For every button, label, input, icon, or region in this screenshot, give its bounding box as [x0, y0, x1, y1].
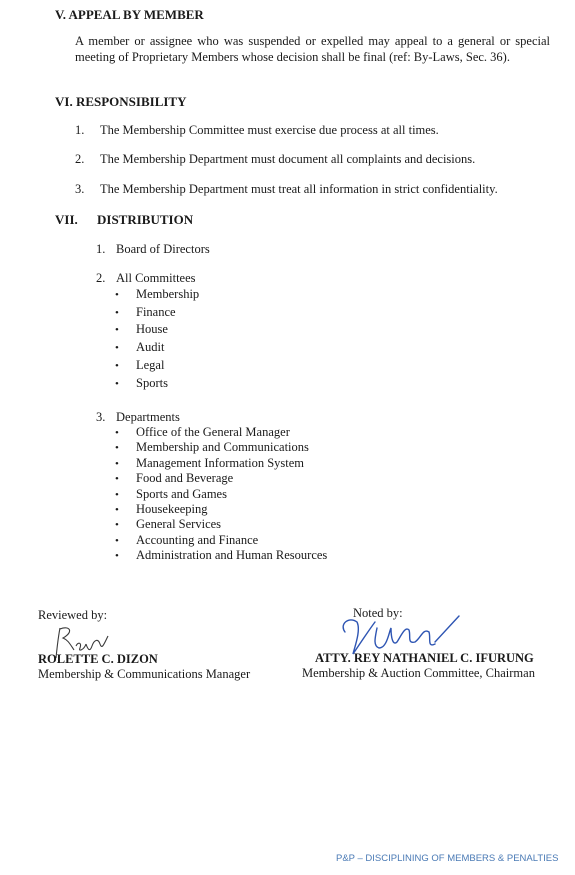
page-footer: P&P – DISCIPLINING OF MEMBERS & PENALTIES: [336, 853, 559, 864]
committee-name: Finance: [136, 305, 176, 319]
section-vi-heading: VI. RESPONSIBILITY: [55, 94, 187, 109]
department-name: Management Information System: [136, 456, 305, 470]
department-name: Administration and Human Resources: [136, 548, 328, 562]
committee-name: Sports: [136, 376, 168, 390]
list-item: [115, 358, 164, 373]
department-name: General Services: [136, 517, 222, 531]
list-item: [115, 440, 309, 455]
distribution-item-num: 2.: [96, 271, 106, 285]
noter-title: Membership & Auction Committee, Chairman: [302, 666, 535, 680]
distribution-item-text: All Committees: [116, 271, 196, 285]
list-item: [115, 425, 290, 440]
reviewer-name: ROLETTE C. DIZON: [38, 652, 158, 666]
list-item: [115, 533, 258, 548]
bullet-icon: •: [115, 473, 119, 485]
bullet-icon: •: [115, 519, 119, 531]
section-v-heading: V. APPEAL BY MEMBER: [55, 7, 204, 22]
distribution-item-num: 3.: [96, 410, 106, 424]
department-name: Accounting and Finance: [136, 533, 259, 547]
list-item: [115, 322, 168, 337]
responsibility-item-text: The Membership Department must document all complaints and decisions.: [100, 152, 476, 166]
noter-name: ATTY. REY NATHANIEL C. IFURUNG: [315, 651, 534, 665]
list-item: [115, 287, 199, 302]
committee-name: Legal: [136, 358, 165, 372]
responsibility-item-text: The Membership Department must treat all information in strict confidentiality.: [100, 182, 498, 196]
section-v-paragraph: A member or assignee who was suspended or expelled may appeal to a general or special meeting of Proprietary Members whose decision shall be final (ref: By-Laws, Sec. 36).: [75, 34, 550, 64]
distribution-item-text: Departments: [116, 410, 180, 424]
noted-by-label: Noted by:: [353, 606, 403, 620]
distribution-item-text: Board of Directors: [116, 242, 210, 256]
list-item: [115, 487, 227, 502]
list-item: [115, 471, 233, 486]
bullet-icon: •: [115, 427, 119, 439]
list-item: [115, 548, 327, 563]
committee-name: Membership: [136, 287, 200, 301]
department-name: Membership and Communications: [136, 440, 309, 454]
list-item: [115, 517, 221, 532]
responsibility-item-num: 1.: [75, 123, 85, 137]
committee-name: Audit: [136, 340, 165, 354]
bullet-icon: •: [115, 504, 119, 516]
reviewer-title: Membership & Communications Manager: [38, 667, 251, 681]
bullet-icon: •: [115, 442, 119, 454]
bullet-icon: •: [115, 289, 119, 301]
department-name: Housekeeping: [136, 502, 208, 516]
list-item: [115, 502, 208, 517]
responsibility-item-num: 2.: [75, 152, 85, 166]
list-item: [115, 340, 164, 355]
bullet-icon: •: [115, 535, 119, 547]
bullet-icon: •: [115, 307, 119, 319]
department-name: Office of the General Manager: [136, 425, 290, 439]
responsibility-item-text: The Membership Committee must exercise due process at all times.: [100, 123, 439, 137]
distribution-item-num: 1.: [96, 242, 106, 256]
department-name: Food and Beverage: [136, 471, 234, 485]
section-vii-heading: DISTRIBUTION: [97, 212, 194, 227]
section-vii-number: VII.: [55, 212, 78, 227]
bullet-icon: •: [115, 342, 119, 354]
bullet-icon: •: [115, 360, 119, 372]
list-item: [115, 456, 304, 471]
bullet-icon: •: [115, 489, 119, 501]
department-name: Sports and Games: [136, 487, 227, 501]
reviewed-by-label: Reviewed by:: [38, 608, 108, 622]
bullet-icon: •: [115, 458, 119, 470]
responsibility-item-num: 3.: [75, 182, 85, 196]
list-item: [115, 305, 176, 320]
committee-name: House: [136, 322, 168, 336]
bullet-icon: •: [115, 324, 119, 336]
bullet-icon: •: [115, 378, 119, 390]
list-item: [115, 376, 168, 391]
bullet-icon: •: [115, 550, 119, 562]
